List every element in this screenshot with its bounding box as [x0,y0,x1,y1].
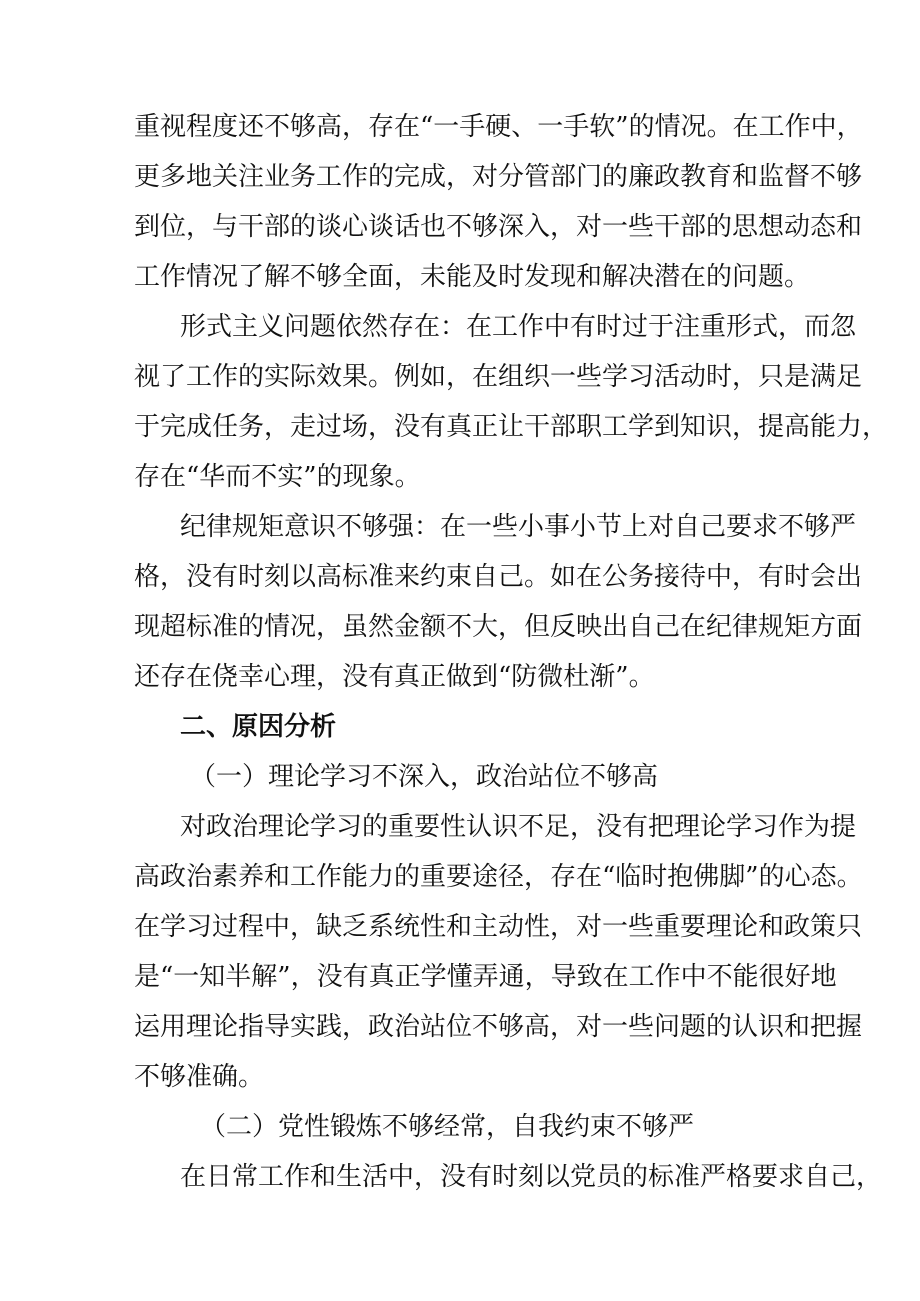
text-line: 视了工作的实际效果。例如，在组织一些学习活动时，只是满足 [134,362,863,392]
text-line: 是“一知半解”，没有真正学懂弄通，导致在工作中不能很好地 [134,962,837,992]
text-line: 于完成任务，走过场，没有真正让干部职工学到知识，提高能力， [134,412,889,442]
text-line: 在日常工作和生活中，没有时刻以党员的标准严格要求自己， [180,1162,883,1192]
text-line: 还存在侥幸心理，没有真正做到“防微杜渐”。 [134,662,655,692]
text-line: 现超标准的情况，虽然金额不大，但反映出自己在纪律规矩方面 [134,612,863,642]
text-line: 纪律规矩意识不够强：在一些小事小节上对自己要求不够严 [180,512,857,542]
text-line: 到位，与干部的谈心谈话也不够深入，对一些干部的思想动态和 [134,212,863,242]
text-line: 工作情况了解不够全面，未能及时发现和解决潜在的问题。 [134,262,811,292]
subsection-heading: （二）党性锻炼不够经常，自我约束不够严 [200,1112,695,1142]
text-line: 对政治理论学习的重要性认识不足，没有把理论学习作为提 [180,812,857,842]
text-line: 格，没有时刻以高标准来约束自己。如在公务接待中，有时会出 [134,562,863,592]
section-heading: 二、原因分析 [180,712,337,742]
text-line: 在学习过程中，缺乏系统性和主动性，对一些重要理论和政策只 [134,912,863,942]
text-line: 形式主义问题依然存在：在工作中有时过于注重形式，而忽 [180,312,857,342]
text-line: 运用理论指导实践，政治站位不够高，对一些问题的认识和把握 [134,1012,863,1042]
text-line: 存在“华而不实”的现象。 [134,462,421,492]
text-line: 重视程度还不够高，存在“一手硬、一手软”的情况。在工作中， [134,112,863,142]
text-line: 不够准确。 [134,1062,265,1092]
text-line: 高政治素养和工作能力的重要途径，存在“临时抱佛脚”的心态。 [134,862,863,892]
subsection-heading: （一）理论学习不深入，政治站位不够高 [190,762,659,792]
text-line: 更多地关注业务工作的完成，对分管部门的廉政教育和监督不够 [134,162,863,192]
